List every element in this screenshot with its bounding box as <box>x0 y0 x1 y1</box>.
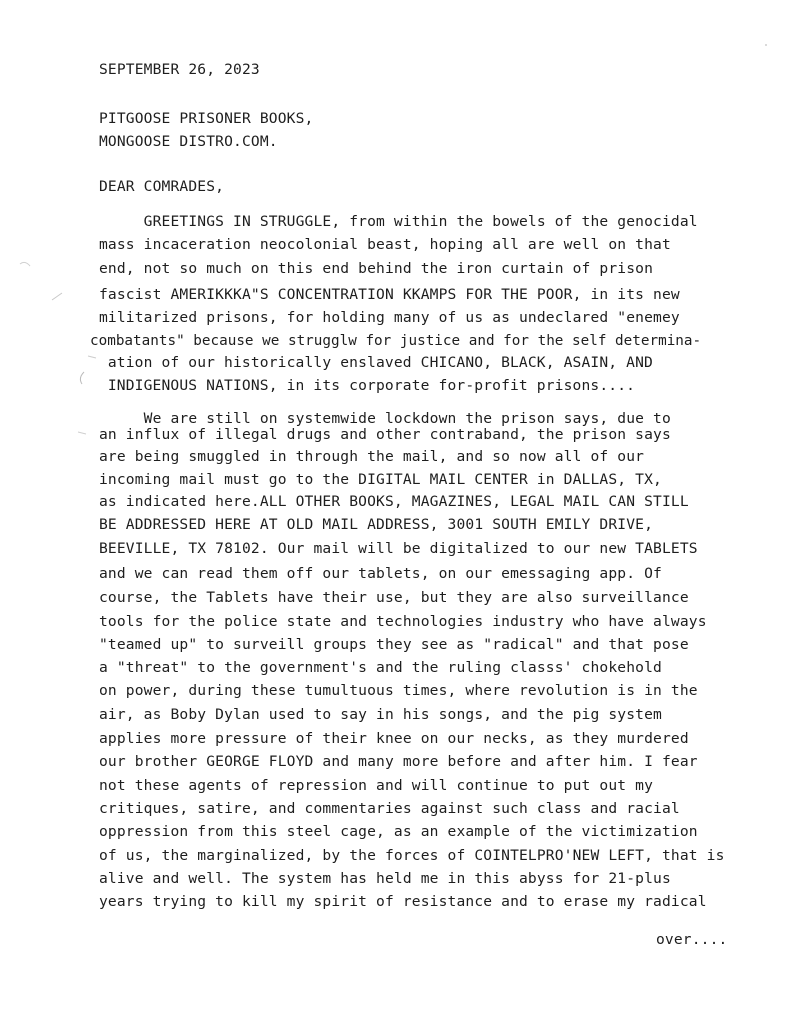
paragraph-2-line: of us, the marginalized, by the forces of COINTELPRO'NEW LEFT, that is <box>99 847 725 864</box>
paragraph-1-line: end, not so much on this end behind the iron curtain of prison <box>99 260 654 277</box>
paragraph-2-line: alive and well. The system has held me in this abyss for 21-plus <box>99 870 671 887</box>
paragraph-2-line: not these agents of repression and will continue to put out my <box>99 777 654 794</box>
paragraph-2-line: incoming mail must go to the DIGITAL MAIL CENTER in DALLAS, TX, <box>99 471 662 488</box>
paragraph-1-line: militarized prisons, for holding many of us as undeclared "enemey <box>99 309 680 326</box>
paragraph-2-line: "teamed up" to surveill groups they see as "radical" and that pose <box>99 636 689 653</box>
paragraph-1-line: INDIGENOUS NATIONS, in its corporate for-profit prisons.... <box>90 377 636 394</box>
paragraph-2-line: BE ADDRESSED HERE AT OLD MAIL ADDRESS, 3001 SOUTH EMILY DRIVE, <box>99 516 654 533</box>
paragraph-2-line: critiques, satire, and commentaries against such class and racial <box>99 800 680 817</box>
salutation: DEAR COMRADES, <box>99 178 225 195</box>
paragraph-2-line: course, the Tablets have their use, but they are also surveillance <box>99 589 689 606</box>
paragraph-2-line: applies more pressure of their knee on our necks, as they murdered <box>99 730 689 747</box>
paragraph-1-line: ation of our historically enslaved CHICANO, BLACK, ASAIN, AND <box>90 354 653 371</box>
paragraph-2-line: an influx of illegal drugs and other contraband, the prison says <box>99 426 671 443</box>
paragraph-2-line: BEEVILLE, TX 78102. Our mail will be digitalized to our new TABLETS <box>99 540 698 557</box>
paragraph-1-line: mass incaceration neocolonial beast, hoping all are well on that <box>99 236 671 253</box>
recipient-line-1: PITGOOSE PRISONER BOOKS, <box>99 110 314 127</box>
recipient-line-2: MONGOOSE DISTRO.COM. <box>99 133 278 150</box>
paragraph-2-line: We are still on systemwide lockdown the prison says, due to <box>99 410 671 427</box>
letter-date: SEPTEMBER 26, 2023 <box>99 61 260 78</box>
paragraph-2-line: as indicated here.ALL OTHER BOOKS, MAGAZINES, LEGAL MAIL CAN STILL <box>99 493 689 510</box>
paragraph-1-line: GREETINGS IN STRUGGLE, from within the bowels of the genocidal <box>99 213 698 230</box>
paragraph-2-line: oppression from this steel cage, as an example of the victimization <box>99 823 698 840</box>
paragraph-2-line: our brother GEORGE FLOYD and many more before and after him. I fear <box>99 753 698 770</box>
paragraph-2-line: are being smuggled in through the mail, and so now all of our <box>99 448 645 465</box>
paragraph-2-line: air, as Boby Dylan used to say in his songs, and the pig system <box>99 706 662 723</box>
paragraph-2-line: and we can read them off our tablets, on our emessaging app. Of <box>99 565 662 582</box>
paragraph-2-line: a "threat" to the government's and the ruling classs' chokehold <box>99 659 662 676</box>
paragraph-2-line: years trying to kill my spirit of resistance and to erase my radical <box>99 893 707 910</box>
paragraph-2-line: on power, during these tumultuous times, where revolution is in the <box>99 682 698 699</box>
paragraph-1-line: combatants" because we strugglw for justice and for the self determina- <box>90 333 702 349</box>
continuation-note: over.... <box>656 931 728 948</box>
paragraph-2-line: tools for the police state and technologies industry who have always <box>99 613 707 630</box>
paragraph-1-line: fascist AMERIKKKA"S CONCENTRATION KKAMPS FOR THE POOR, in its new <box>99 286 680 303</box>
